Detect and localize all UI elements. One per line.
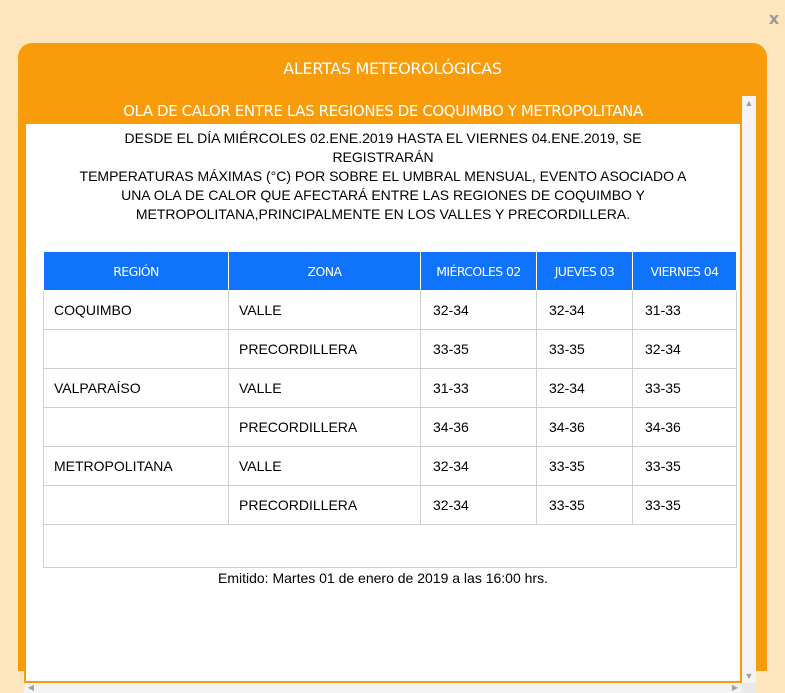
region-cell: COQUIMBO — [44, 291, 229, 330]
scrollbar-corner — [742, 683, 756, 693]
horizontal-scrollbar[interactable] — [24, 683, 756, 693]
scroll-down-icon[interactable]: ▼ — [744, 671, 754, 681]
temp-cell: 33-35 — [537, 486, 633, 525]
temp-cell: 31-33 — [633, 291, 737, 330]
temp-cell: 34-36 — [421, 408, 537, 447]
region-cell: VALPARAÍSO — [44, 369, 229, 408]
temp-cell: 33-35 — [537, 330, 633, 369]
modal-content[interactable] — [24, 96, 756, 693]
alert-description — [26, 129, 740, 224]
zone-cell: VALLE — [229, 447, 421, 486]
description-line: TEMPERATURAS MÁXIMAS (°C) POR SOBRE EL UMBRAL MENSUAL, EVENTO ASOCIADO A — [79, 168, 687, 184]
forecast-table — [43, 251, 737, 568]
scroll-left-icon[interactable]: ◀ — [27, 683, 35, 692]
description-line: REGISTRARÁN — [332, 149, 434, 165]
temp-cell: 32-34 — [421, 291, 537, 330]
header-region: REGIÓN — [44, 252, 229, 291]
temp-cell: 32-34 — [537, 369, 633, 408]
table-row — [44, 330, 737, 369]
description-line: UNA OLA DE CALOR QUE AFECTARÁ ENTRE LAS REGIONES DE COQUIMBO Y — [121, 187, 645, 203]
modal-title: ALERTAS METEOROLÓGICAS — [283, 59, 502, 78]
zone-cell: PRECORDILLERA — [229, 486, 421, 525]
scroll-right-icon[interactable]: ▶ — [731, 683, 739, 692]
table-row — [44, 447, 737, 486]
region-cell — [44, 486, 229, 525]
table-row — [44, 291, 737, 330]
zone-cell: VALLE — [229, 291, 421, 330]
temp-cell: 33-35 — [633, 369, 737, 408]
table-row — [44, 486, 737, 525]
zone-cell: VALLE — [229, 369, 421, 408]
vertical-scrollbar[interactable] — [742, 96, 756, 683]
temp-cell: 34-36 — [633, 408, 737, 447]
zone-cell: PRECORDILLERA — [229, 408, 421, 447]
temp-cell: 33-35 — [633, 447, 737, 486]
table-empty-row — [44, 525, 737, 568]
close-icon[interactable]: x — [768, 9, 780, 28]
temp-cell: 32-34 — [633, 330, 737, 369]
temp-cell: 33-35 — [633, 486, 737, 525]
header-zone: ZONA — [229, 252, 421, 291]
temp-cell: 31-33 — [421, 369, 537, 408]
temp-cell: 33-35 — [537, 447, 633, 486]
table-row — [44, 369, 737, 408]
temp-cell: 32-34 — [421, 486, 537, 525]
alert-panel — [24, 96, 742, 683]
zone-cell: PRECORDILLERA — [229, 330, 421, 369]
alert-title: OLA DE CALOR ENTRE LAS REGIONES DE COQUIMBO Y METROPOLITANA — [26, 96, 740, 124]
description-line: DESDE EL DÍA MIÉRCOLES 02.ENE.2019 HASTA EL VIERNES 04.ENE.2019, SE — [124, 130, 642, 146]
region-cell — [44, 330, 229, 369]
empty-cell — [44, 525, 737, 568]
table-header-row — [44, 252, 737, 291]
temp-cell: 32-34 — [537, 291, 633, 330]
temp-cell: 32-34 — [421, 447, 537, 486]
temp-cell: 34-36 — [537, 408, 633, 447]
scroll-up-icon[interactable]: ▲ — [744, 98, 754, 108]
temp-cell: 33-35 — [421, 330, 537, 369]
region-cell: METROPOLITANA — [44, 447, 229, 486]
description-line: METROPOLITANA,PRINCIPALMENTE EN LOS VALLES Y PRECORDILLERA. — [135, 206, 631, 222]
emitted-timestamp: Emitido: Martes 01 de enero de 2019 a las 16:00 hrs. — [218, 570, 548, 586]
header-thursday: JUEVES 03 — [537, 252, 633, 291]
region-cell — [44, 408, 229, 447]
header-wednesday: MIÉRCOLES 02 — [421, 252, 537, 291]
table-row — [44, 408, 737, 447]
weather-alert-modal — [18, 43, 767, 692]
header-friday: VIERNES 04 — [633, 252, 737, 291]
